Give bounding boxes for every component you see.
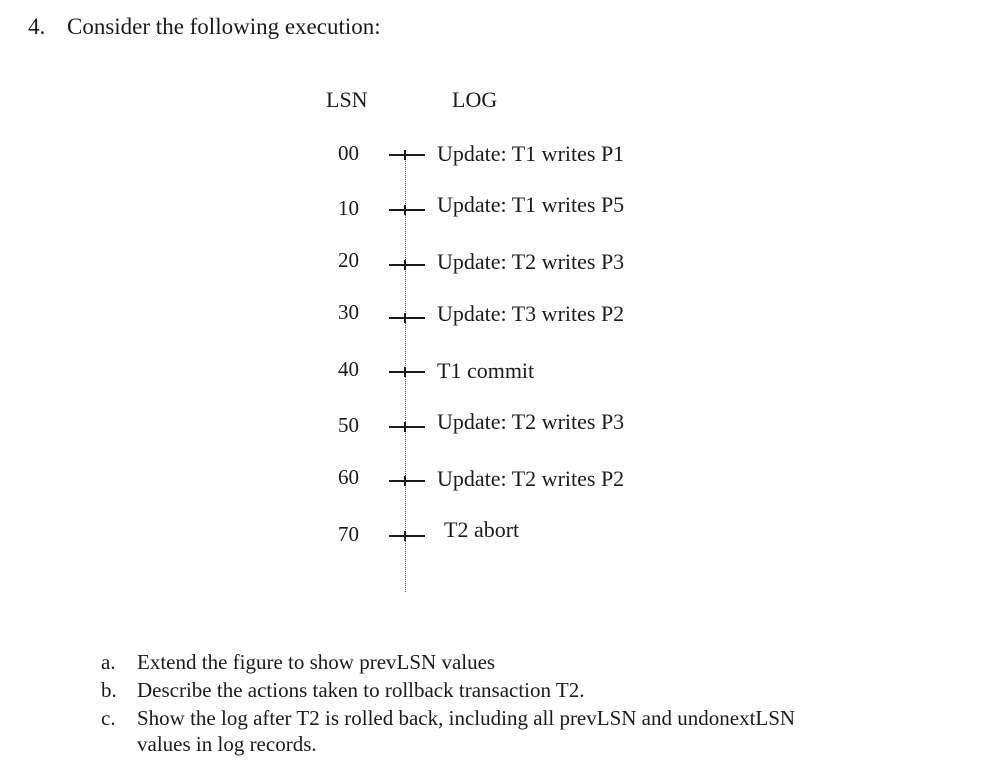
log-tick (389, 535, 425, 537)
log-column-header: LOG (452, 87, 498, 112)
log-record: T1 commit (437, 358, 535, 383)
task-marker: a. (101, 650, 116, 674)
lsn-value: 50 (338, 413, 359, 437)
lsn-value: 40 (338, 357, 359, 381)
log-tick (389, 426, 425, 428)
lsn-column-header: LSN (326, 87, 368, 112)
log-record: Update: T2 writes P2 (437, 466, 625, 491)
task-text: Describe the actions taken to rollback transaction T2. (137, 678, 585, 702)
task-marker: c. (101, 706, 116, 730)
lsn-value: 60 (338, 465, 359, 489)
log-record: Update: T2 writes P3 (437, 409, 625, 434)
log-record: T2 abort (444, 517, 520, 542)
lsn-value: 10 (338, 196, 359, 220)
task-text: Show the log after T2 is rolled back, including all prevLSN and undonextLSN (137, 706, 796, 730)
log-record: Update: T3 writes P2 (437, 301, 625, 326)
lsn-value: 70 (338, 522, 359, 546)
log-record: Update: T1 writes P5 (437, 192, 625, 217)
log-tick (389, 480, 425, 482)
task-text: Extend the figure to show prevLSN values (137, 650, 496, 674)
question-number: 4. (28, 14, 46, 39)
task-text-continuation: values in log records. (137, 732, 317, 756)
log-tick (389, 317, 425, 319)
log-tick (389, 154, 425, 156)
lsn-value: 00 (338, 141, 359, 165)
lsn-value: 20 (338, 248, 359, 272)
log-record: Update: T1 writes P1 (437, 141, 625, 166)
question-prompt: Consider the following execution: (67, 14, 381, 39)
log-tick (389, 209, 425, 211)
log-record: Update: T2 writes P3 (437, 249, 625, 274)
task-marker: b. (101, 678, 117, 702)
log-tick (389, 264, 425, 266)
log-tick (389, 371, 425, 373)
lsn-value: 30 (338, 300, 359, 324)
